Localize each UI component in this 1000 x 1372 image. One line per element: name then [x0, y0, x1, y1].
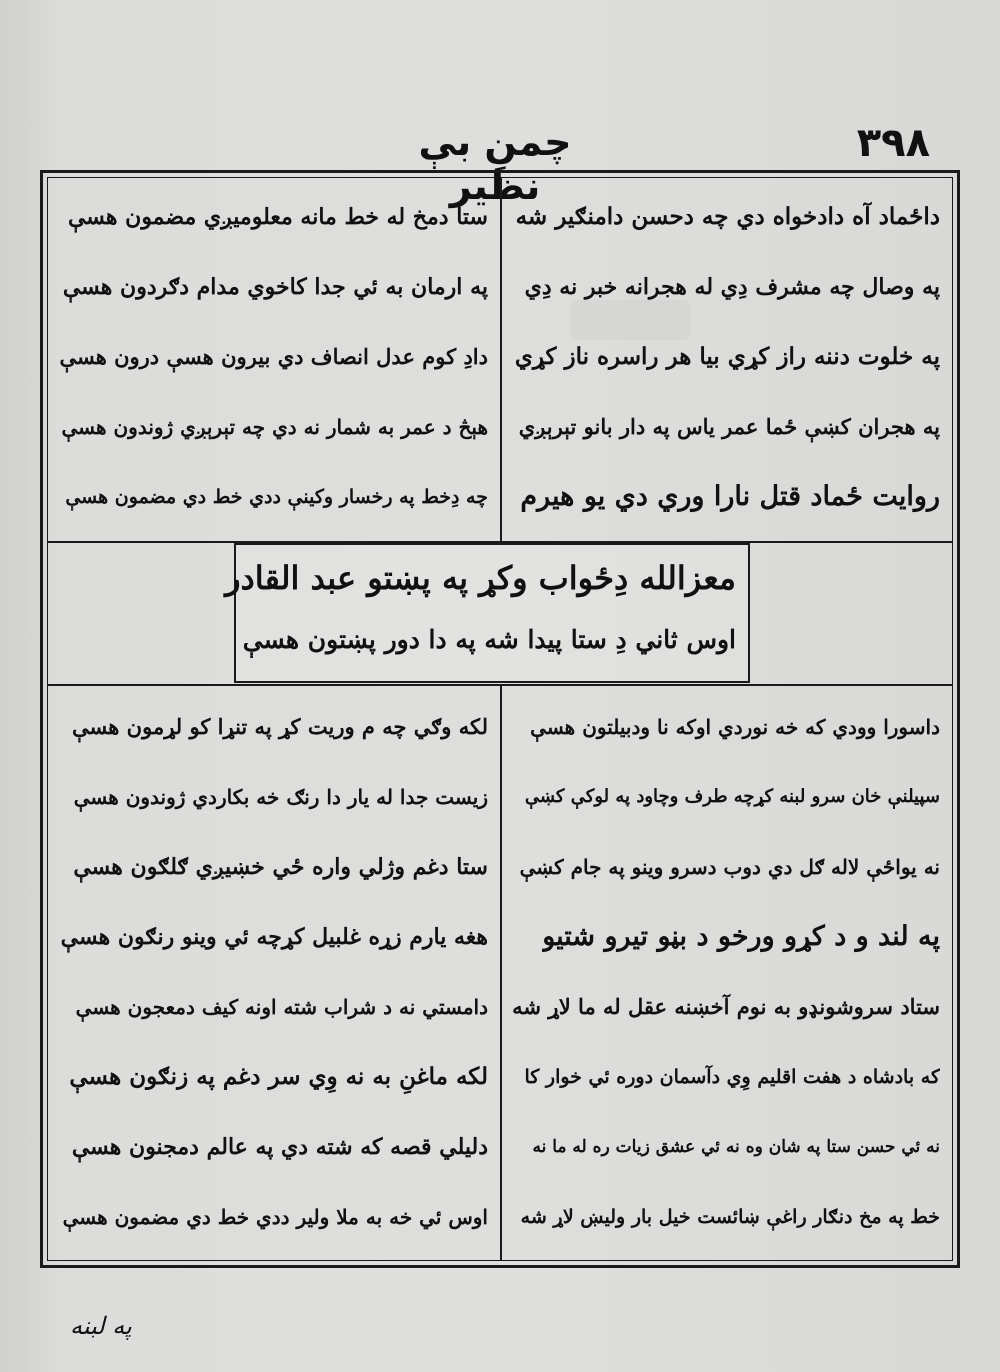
section-divider-bottom	[48, 684, 952, 686]
verse-line: هېڅ د عمر به شمار نه دي چه تېرېږي ژوندون هسې	[61, 415, 488, 439]
page-number: ۳۹۸	[856, 120, 930, 166]
verse-line: دامستي نه د شراب شته اونه کیف دمعجون هسې	[75, 995, 488, 1019]
verse-line: که بادشاه د هفت اقلیم وِي دآسمان دوره ئي خوار کا	[524, 1066, 940, 1088]
heading-box	[225, 543, 750, 683]
verse-line: په خلوت دننه راز کړي بيا هر راسره ناز کړي	[514, 343, 940, 370]
bottom-left-column	[58, 700, 488, 1250]
column-divider-top	[500, 178, 502, 542]
verse-line: په وصال چه مشرف دِي له هجرانه خبر نه دِي	[524, 274, 940, 300]
column-divider-bottom	[500, 684, 502, 1260]
verse-line: ستاد سروشونډو به نوم آخښنه عقل له ما لاړ شه	[512, 994, 940, 1019]
verse-line: داځماد آه دادخواه دي چه دحسن دامنګیر شه	[515, 203, 940, 230]
verse-line: خط په مخ دنګار راغې ښائست خیل بار ولیښ لاړ شه	[520, 1206, 940, 1228]
verse-line: نه یواځې لاله ګل دي دوب دسرو وینو په جام کښې	[519, 855, 940, 879]
verse-line: نه ئي حسن ستا په شان وه نه ئي عشق زیات ره له ما نه	[532, 1137, 940, 1157]
verse-line: لکه ماغنِ به نه وِي سر دغم په زنګون هسې	[69, 1063, 488, 1090]
verse-line: چه دِخط په رخسار وکینې ددي خط دي مضمون هسې	[65, 486, 488, 508]
verse-line: دادِ کوم عدل انصاف دي بیرون هسې درون هسې	[59, 344, 488, 369]
running-title: چمنِ بې نظیر	[418, 120, 572, 208]
verse-line: زیست جدا له یار دا رنګ خه بکاردي ژوندون هسې	[73, 785, 488, 809]
verse-line: په لند و د کړو ورخو د بڼو تیرو شتیو	[542, 921, 940, 952]
heading-subtitle: اوس ثاني دِ ستا پيدا شه په دا دور پښتون هسې	[242, 625, 736, 654]
top-left-column	[58, 190, 488, 530]
verse-line: سپیلنې خان سرو لبنه کړچه طرف وچاود په لوکې کښې	[524, 786, 940, 807]
catchword: په لبنه	[70, 1312, 132, 1340]
verse-line: ستا دمخ له خط مانه معلومیږي مضمون هسې	[67, 204, 488, 230]
verse-line: داسورا وودي که خه نوردي اوکه نا ودبیلتون هسې	[530, 715, 940, 739]
verse-line: دلیلي قصه که شته دي په عالم دمجنون هسې	[71, 1134, 488, 1160]
verse-line: هغه یارم زړه غلبیل کړچه ئي وینو رنګون هسې	[60, 924, 488, 950]
verse-line: لکه وګي چه م وریت کړ په تنړا کو لړمون هسې	[72, 714, 488, 739]
verse-line: اوس ئي خه به ملا ولیر ددي خط دي مضمون هسې	[62, 1205, 488, 1229]
verse-line: ستا دغم وژلي واره ځي خښیږي ګلګون هسې	[73, 854, 488, 880]
bottom-right-column	[512, 700, 940, 1250]
top-right-column	[512, 190, 940, 530]
verse-line: په ارمان به ئي جدا کاخوي مدام دګردون هسې	[62, 274, 488, 300]
verse-line: په هجران کښې ځما عمر یاس په دار بانو تېرېږي	[518, 414, 940, 439]
heading-title: معزالله دِځواب وکړ په پښتو عبد القادر	[225, 559, 736, 597]
verse-line: روایت ځماد قتل نارا وري دي یو هیرم	[520, 481, 940, 512]
